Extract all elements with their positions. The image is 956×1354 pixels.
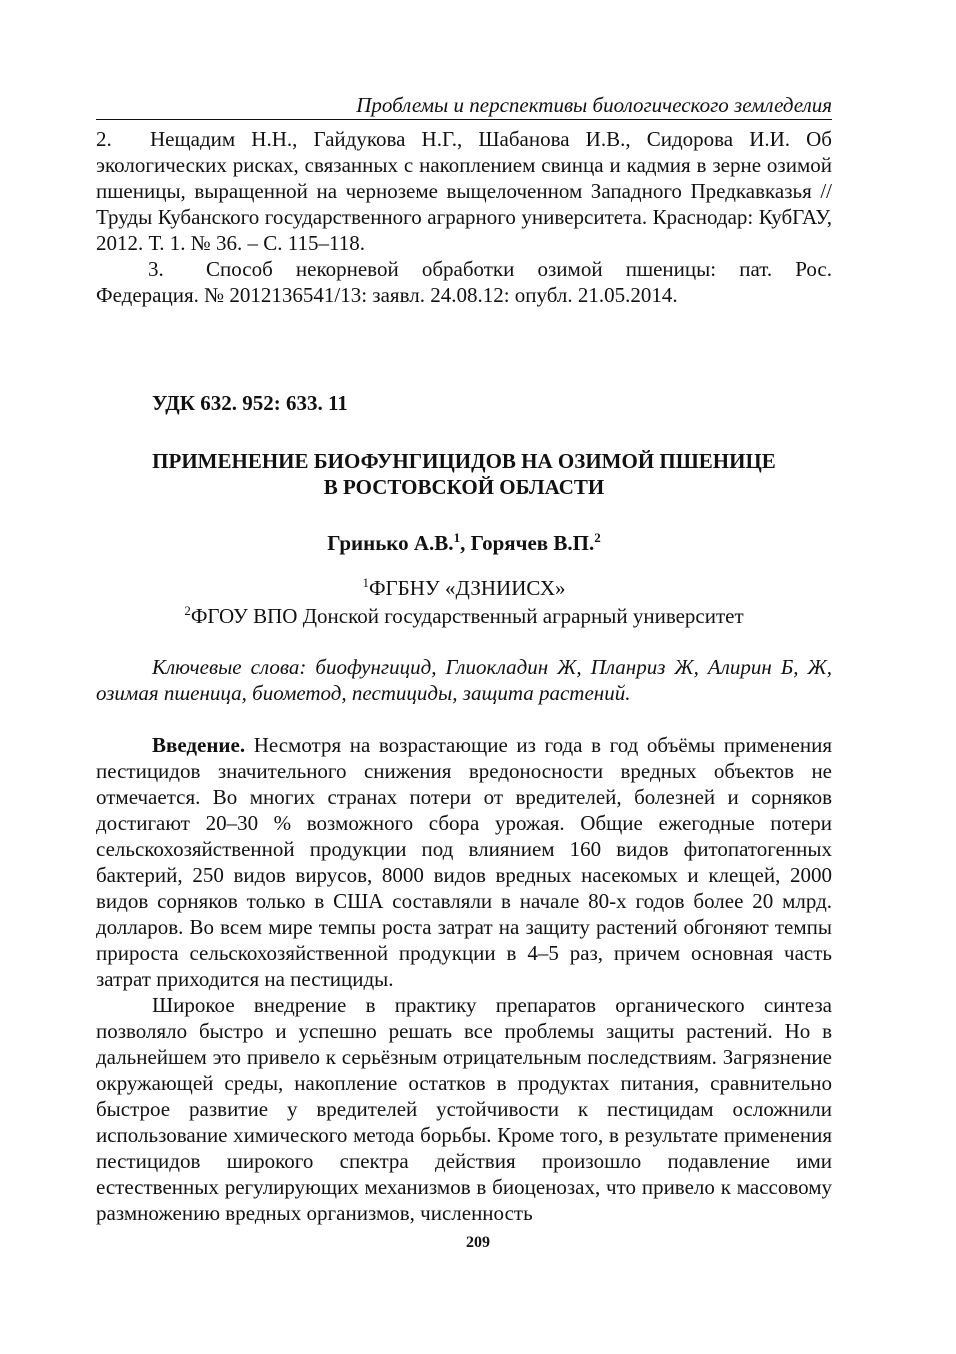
affiliation [96,574,832,602]
page-content [96,92,832,1226]
author-name: Гринько А.В. [327,531,454,555]
affiliation-list [96,574,832,630]
keywords: Ключевые слова: биофунгицид, Глиокладин Ж, Планриз Ж, Алирин Б, Ж, озимая пшеница, биометод, пестициды, защита растений. [96,655,832,705]
reference-item [96,256,832,308]
affiliation-text: ФГОУ ВПО Донской государственный аграрный университет [190,604,744,628]
article-title-line: В РОСТОВСКОЙ ОБЛАСТИ [323,475,605,499]
article-body [96,732,832,1226]
reference-list [96,126,832,308]
section-label: Введение. [152,733,246,757]
author-name: Горячев В.П. [470,531,595,555]
article-title [96,448,832,500]
reference-item [96,126,832,256]
paragraph-text: Несмотря на возрастающие из года в год объёмы применения пестицидов значительного снижения вредоносности вредных объектов не отмечается. Во многих странах потери от вредителей, болезней и сорняков достигают 20–30 % возможного сбора урожая. Общие ежегодные потери сельскохозяйственной продукции под влиянием 160 видов фитопатогенных бактерий, 250 видов вирусов, 8000 видов вредных насекомых и клещей, 2000 видов сорняков только в США составляли в начале 80-х годов более 20 млрд. долларов. Во всем мире темпы роста затрат на защиту растений обгоняют темпы прироста сельскохозяйственной продукции в 4–5 раз, причем основная часть затрат приходится на пестициды. [96,733,832,991]
reference-number: 2. [96,127,112,151]
author-affiliation-mark: 1 [453,530,461,545]
running-header: Проблемы и перспективы биологического земледелия [96,92,832,120]
affiliation-mark: 2 [184,603,191,618]
affiliation-text: ФГБНУ «ДЗНИИСХ» [368,576,566,600]
reference-number: 3. [148,257,164,281]
body-paragraph: Широкое внедрение в практику препаратов органического синтеза позволяло быстро и успешно решать все проблемы защиты растений. Но в дальнейшем это привело к серьёзным отрицательным последствиям. Загрязнение окружающей среды, накопление остатков в продуктах питания, сравнительно быстрое развитие у вредителей устойчивости к пестицидам осложнили использование химического метода борьбы. Кроме того, в результате применения пестицидов широкого спектра действия произошло подавление ими естественных регулирующих механизмов в биоценозах, что привело к массовому размножению вредных организмов, численность [96,993,832,1225]
article-title-line: ПРИМЕНЕНИЕ БИОФУНГИЦИДОВ НА ОЗИМОЙ ПШЕНИЦЕ [152,449,776,473]
affiliation [96,602,832,630]
author-affiliation-mark: 2 [594,530,601,545]
udk-code: УДК 632. 952: 633. 11 [152,391,348,415]
affiliation-mark: 1 [362,575,369,590]
reference-text: Нещадим Н.Н., Гайдукова Н.Г., Шабанова И.В., Сидорова И.И. Об экологических рисках, связанных с накоплением свинца и кадмия в зерне озимой пшеницы, выращенной на черноземе выщелоченном Западного Предкавказья // Труды Кубанского государственного аграрного университета. Краснодар: КубГАУ, 2012. Т. 1. № 36. – С. 115–118. [96,127,832,255]
page-number: 209 [466,1234,490,1251]
article-authors: Гринько А.В.$^1$, Горячев В.П.$^2$ [327,530,601,555]
body-paragraph [96,732,832,992]
reference-text: Способ некорневой обработки озимой пшеницы: пат. Рос. Федерация. № 2012136541/13: заявл. 24.08.12: опубл. 21.05.2014. [96,257,832,307]
